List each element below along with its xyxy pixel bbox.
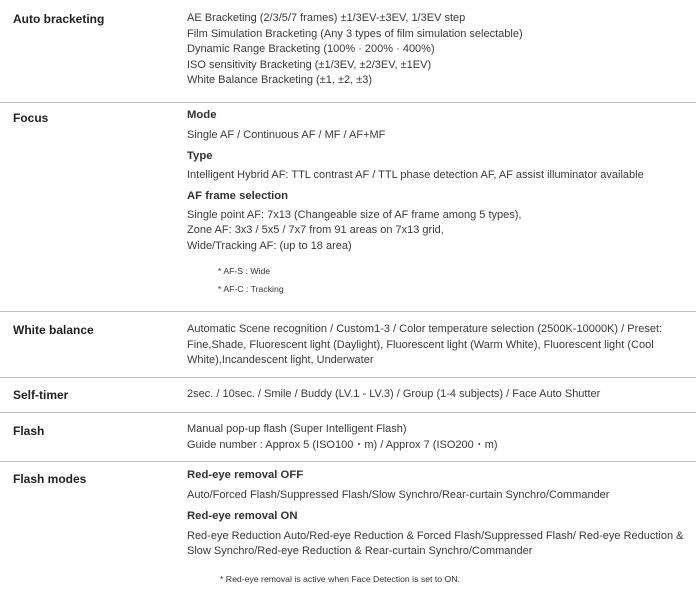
red-eye-on-text: Red-eye Reduction Auto/Red-eye Reduction & Forced Flash/Suppressed Flash/ Red-eye Reduction & Slow Synchro/Red-eye Reduction & Rear-curtain Synchro/Commander bbox=[187, 529, 684, 557]
flash-popup-text: Manual pop-up flash (Super Intelligent Flash) bbox=[187, 423, 407, 435]
ae-bracketing-text: AE Bracketing (2/3/5/7 frames) ±1/3EV-±3EV, 1/3EV step bbox=[187, 12, 466, 24]
flash-modes-content bbox=[187, 468, 692, 587]
row-flash bbox=[0, 413, 696, 462]
af-zone-text: Zone AF: 3x3 / 5x5 / 7x7 from 91 areas on 7x13 grid, bbox=[187, 224, 444, 236]
focus-mode-heading: Mode bbox=[187, 109, 217, 121]
red-eye-note: * Red-eye removal is active when Face Detection is set to ON. bbox=[220, 573, 460, 584]
flash-modes-label: Flash modes bbox=[13, 472, 87, 486]
focus-type-text: Intelligent Hybrid AF: TTL contrast AF / TTL phase detection AF, AF assist illuminator available bbox=[187, 168, 644, 181]
flash-label: Flash bbox=[13, 424, 45, 438]
red-eye-off-text: Auto/Forced Flash/Suppressed Flash/Slow Synchro/Rear-curtain Synchro/Commander bbox=[187, 488, 610, 501]
white-balance-text: Automatic Scene recognition / Custom1-3 / Color temperature selection (2500K-10000K) / Preset: Fine,Shade, Fluorescent light (Daylight), Fluorescent light (Warm White), Fluorescent light (Cool White),Incandescent light, Underwater bbox=[187, 323, 663, 366]
auto-bracketing-content bbox=[187, 11, 692, 89]
red-eye-off-heading: Red-eye removal OFF bbox=[187, 469, 304, 481]
film-simulation-bracketing-text: Film Simulation Bracketing (Any 3 types of film simulation selectable) bbox=[187, 27, 523, 40]
af-s-note: * AF-S : Wide bbox=[218, 266, 271, 276]
row-focus bbox=[0, 103, 696, 312]
row-auto-bracketing bbox=[0, 0, 696, 103]
self-timer-content bbox=[187, 387, 692, 403]
white-balance-label: White balance bbox=[13, 323, 94, 337]
red-eye-on-heading: Red-eye removal ON bbox=[187, 510, 298, 522]
auto-bracketing-label: Auto bracketing bbox=[13, 12, 105, 26]
self-timer-text: 2sec. / 10sec. / Smile / Buddy (LV.1 - LV.3) / Group (1-4 subjects) / Face Auto Shutter bbox=[187, 388, 601, 400]
af-single-point-text: Single point AF: 7x13 (Changeable size of AF frame among 5 types), bbox=[187, 208, 522, 221]
focus-mode-text: Single AF / Continuous AF / MF / AF+MF bbox=[187, 128, 386, 141]
row-flash-modes bbox=[0, 462, 696, 602]
flash-content bbox=[187, 422, 692, 453]
flash-guide-number-text: Guide number : Approx 5 (ISO100・m) / Approx 7 (ISO200・m) bbox=[187, 438, 498, 451]
iso-bracketing-text: ISO sensitivity Bracketing (±1/3EV, ±2/3EV, ±1EV) bbox=[187, 58, 432, 71]
row-white-balance bbox=[0, 312, 696, 378]
row-self-timer bbox=[0, 378, 696, 413]
focus-label: Focus bbox=[13, 111, 49, 125]
white-balance-content bbox=[187, 322, 692, 369]
af-c-note: * AF-C : Tracking bbox=[218, 284, 284, 294]
white-balance-bracketing-text: White Balance Bracketing (±1, ±2, ±3) bbox=[187, 74, 373, 86]
dynamic-range-bracketing-text: Dynamic Range Bracketing (100% · 200% · 400%) bbox=[187, 43, 435, 55]
af-wide-tracking-text: Wide/Tracking AF: (up to 18 area) bbox=[187, 239, 352, 252]
focus-content bbox=[187, 108, 692, 297]
af-frame-heading: AF frame selection bbox=[187, 190, 289, 202]
focus-type-heading: Type bbox=[187, 150, 213, 162]
self-timer-label: Self-timer bbox=[13, 388, 69, 402]
